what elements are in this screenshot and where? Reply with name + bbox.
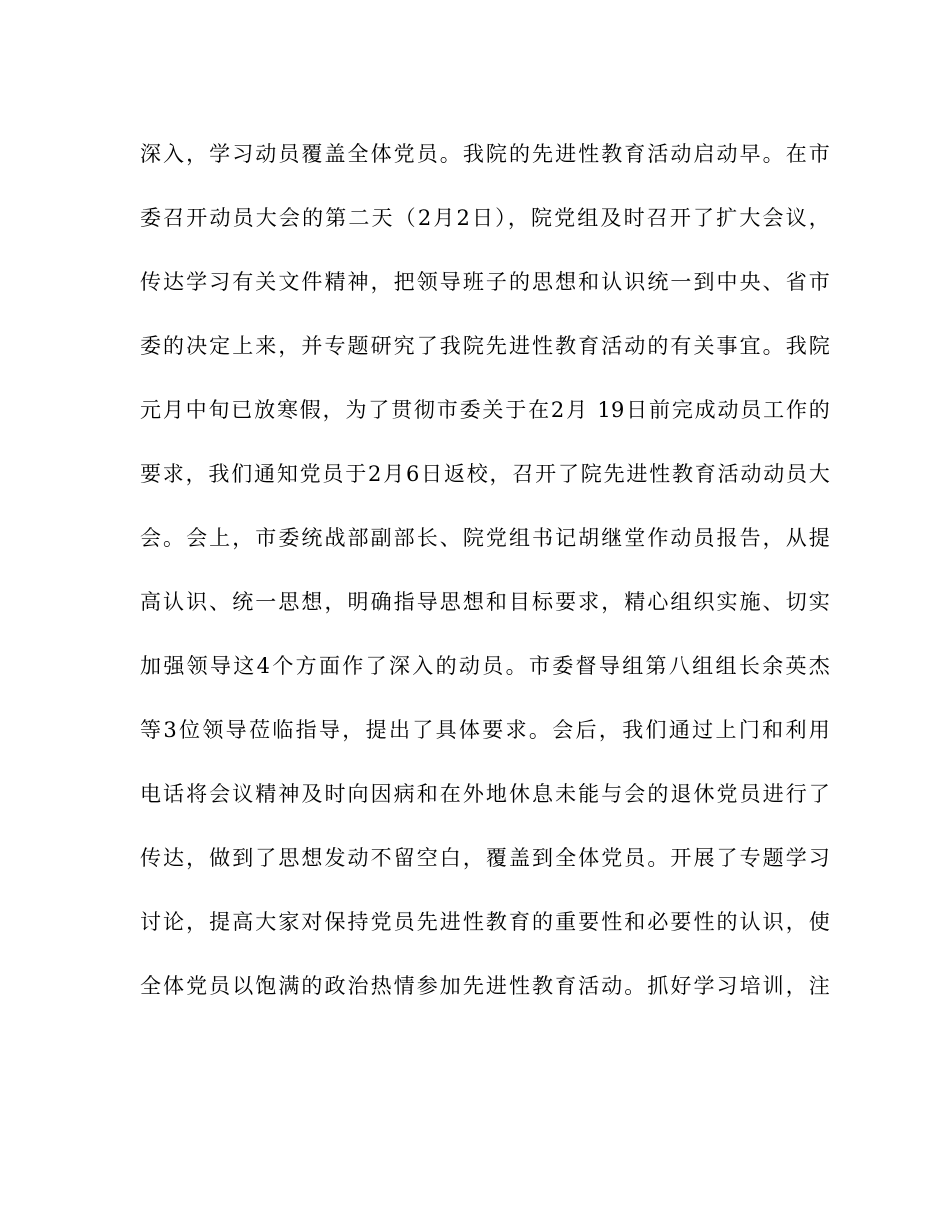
text-line-6: 要求，我们通知党员于2月6日返校，召开了院先进性教育活动动员大: [140, 462, 830, 486]
text-line-12: 传达，做到了思想发动不留空白，覆盖到全体党员。开展了专题学习: [140, 846, 830, 870]
body-text: [140, 122, 830, 1018]
text-line-8: 高认识、统一思想，明确指导思想和目标要求，精心组织实施、切实: [140, 590, 830, 614]
text-line-4: 委的决定上来，并专题研究了我院先进性教育活动的有关事宜。我院: [140, 334, 830, 358]
text-line-9: 加强领导这4个方面作了深入的动员。市委督导组第八组组长余英杰: [140, 654, 830, 678]
text-line-11: 电话将会议精神及时向因病和在外地休息未能与会的退休党员进行了: [140, 782, 830, 806]
text-line-10: 等3位领导莅临指导，提出了具体要求。会后，我们通过上门和利用: [140, 718, 830, 742]
text-line-14: 全体党员以饱满的政治热情参加先进性教育活动。抓好学习培训，注: [140, 974, 830, 998]
text-line-3: 传达学习有关文件精神，把领导班子的思想和认识统一到中央、省市: [140, 270, 830, 294]
text-line-1: 深入，学习动员覆盖全体党员。我院的先进性教育活动启动早。在市: [140, 142, 830, 166]
text-line-13: 讨论，提高大家对保持党员先进性教育的重要性和必要性的认识，使: [140, 910, 830, 934]
text-line-2: 委召开动员大会的第二天（2月2日），院党组及时召开了扩大会议，: [140, 206, 830, 230]
text-line-5: 元月中旬已放寒假，为了贯彻市委关于在2月 19日前完成动员工作的: [140, 398, 830, 422]
text-line-7: 会。会上，市委统战部副部长、院党组书记胡继堂作动员报告，从提: [140, 526, 830, 550]
